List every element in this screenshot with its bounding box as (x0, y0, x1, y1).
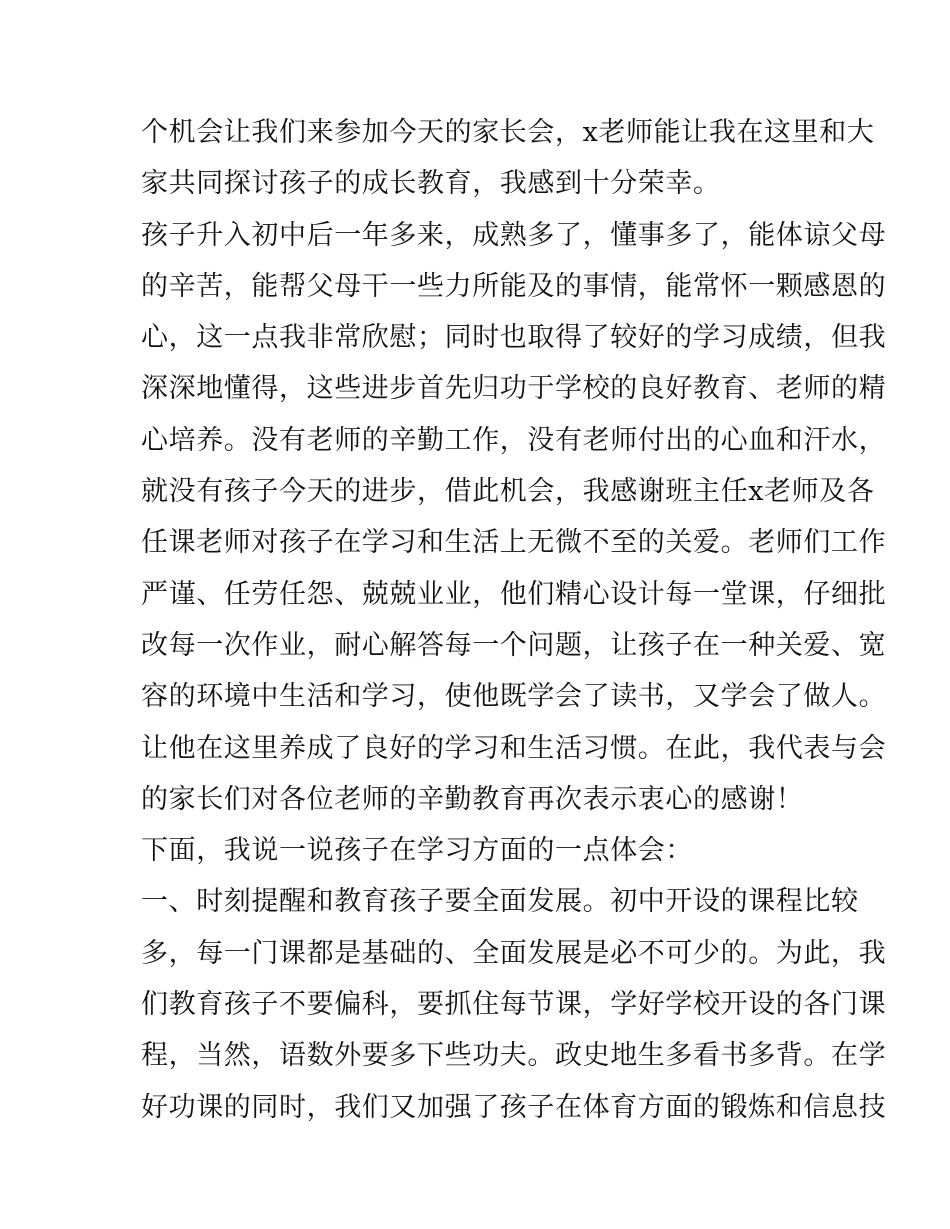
text-line: 让他在这里养成了良好的学习和生活习惯。在此，我代表与会 (141, 732, 887, 764)
text-line: 深深地懂得，这些进步首先归功于学校的良好教育、老师的精 (141, 373, 887, 405)
text-line: 个机会让我们来参加今天的家长会，x老师能让我在这里和大 (141, 117, 875, 148)
text-line: 就没有孩子今天的进步，借此机会，我感谢班主任x老师及各 (141, 476, 875, 508)
text-line: 程，当然，语数外要多下些功夫。政史地生多看书多背。在学 (141, 1040, 887, 1072)
text-line: 严谨、任劳任怨、兢兢业业，他们精心设计每一堂课，仔细批 (141, 578, 887, 610)
text-line: 家共同探讨孩子的成长教育，我感到十分荣幸。 (141, 168, 721, 200)
text-line: 一、时刻提醒和教育孩子要全面发展。初中开设的课程比较 (141, 886, 859, 918)
text-line: 好功课的同时，我们又加强了孩子在体育方面的锻炼和信息技 (141, 1091, 887, 1123)
text-line: 们教育孩子不要偏科，要抓住每节课，学好学校开设的各门课 (141, 989, 887, 1021)
text-line: 心，这一点我非常欣慰；同时也取得了较好的学习成绩，但我 (141, 322, 887, 354)
text-line: 改每一次作业，耐心解答每一个问题，让孩子在一种关爱、宽 (141, 629, 887, 661)
body-text (141, 107, 887, 1133)
text-line: 的家长们对各位老师的辛勤教育再次表示衷心的感谢！ (141, 783, 804, 815)
text-line: 心培养。没有老师的辛勤工作，没有老师付出的心血和汗水， (141, 424, 887, 456)
text-line: 多，每一门课都是基础的、全面发展是必不可少的。为此，我 (141, 937, 887, 969)
text-line: 任课老师对孩子在学习和生活上无微不至的关爱。老师们工作 (141, 527, 887, 559)
text-line: 下面，我说一说孩子在学习方面的一点体会： (141, 835, 693, 867)
text-line: 容的环境中生活和学习，使他既学会了读书，又学会了做人。 (141, 681, 887, 713)
text-line: 孩子升入初中后一年多来，成熟多了，懂事多了，能体谅父母 (141, 219, 887, 251)
text-line: 的辛苦，能帮父母干一些力所能及的事情，能常怀一颗感恩的 (141, 270, 887, 302)
